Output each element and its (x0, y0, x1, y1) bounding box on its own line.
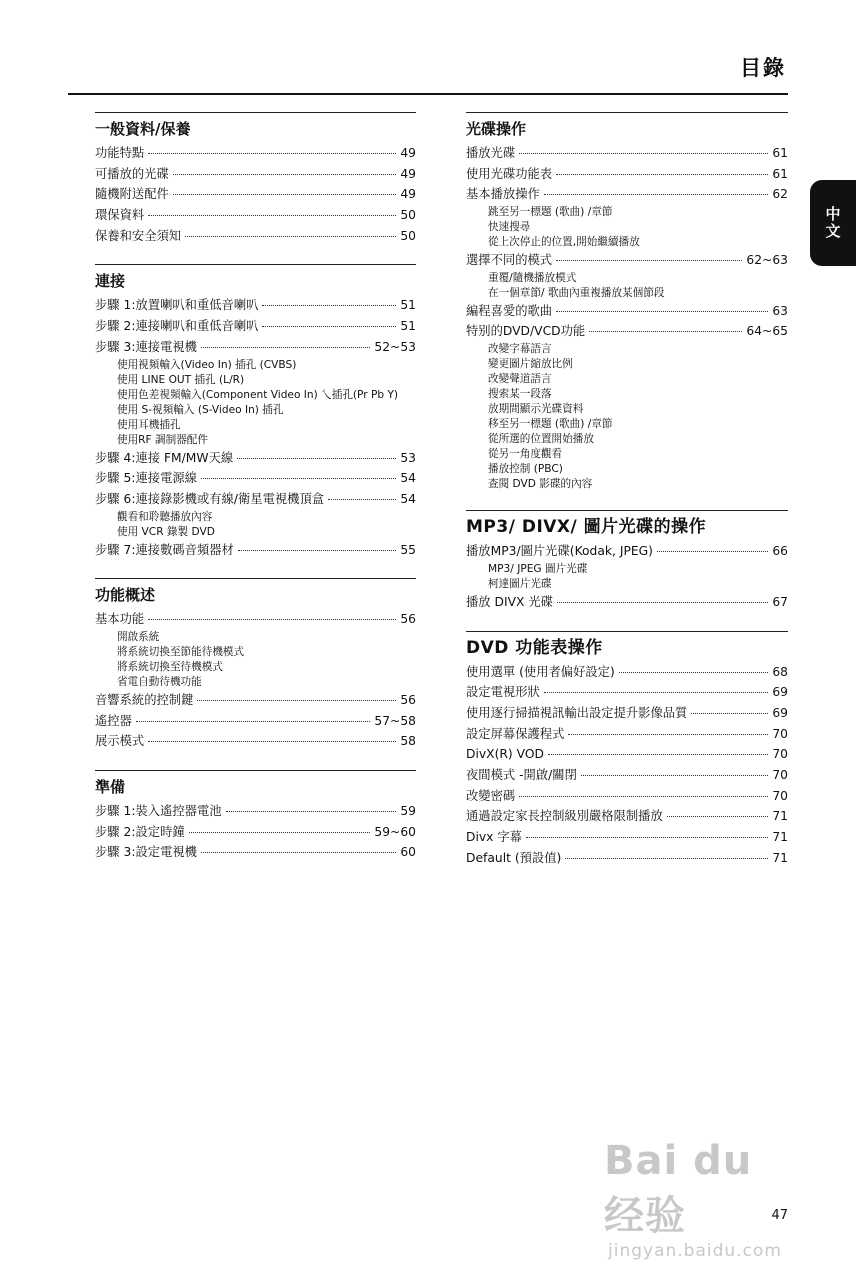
entry-page-number: 60 (400, 845, 416, 860)
dot-leader (173, 194, 397, 195)
dot-leader (548, 754, 768, 755)
entry-page-number: 54 (400, 471, 416, 486)
entry-page-number: 67 (772, 594, 788, 609)
toc-entry[interactable] (466, 827, 788, 848)
entry-label: 步驟 3:連接電視機 (95, 339, 197, 354)
toc-subentry: 搜索某一段落 (488, 388, 552, 401)
toc-entry[interactable] (95, 226, 416, 247)
dot-leader (556, 311, 768, 312)
toc-entry[interactable] (95, 468, 416, 489)
entry-page-number: 63 (772, 303, 788, 318)
dot-leader (544, 692, 769, 693)
dot-leader (148, 215, 396, 216)
entry-page-number: 62~63 (746, 253, 788, 268)
entry-label: 步驟 1:放置喇叭和重低音喇叭 (95, 298, 259, 313)
toc-entry[interactable] (466, 806, 788, 827)
section-title: 一般資料/保養 (95, 120, 191, 138)
entry-label: 環保資料 (95, 208, 145, 223)
entry-label: 步驟 1:裝入遙控器電池 (95, 804, 222, 818)
entry-label: 展示模式 (95, 734, 145, 749)
toc-subentry: 從另一角度觀看 (488, 448, 563, 461)
entry-page-number: 54 (400, 491, 416, 506)
entry-label: 步驟 2:連接喇叭和重低音喇叭 (95, 319, 259, 334)
toc-entry[interactable] (95, 731, 416, 752)
entry-label: 選擇不同的模式 (466, 253, 553, 268)
toc-section (95, 578, 416, 752)
entry-label: 使用光碟功能表 (466, 166, 553, 181)
toc-subentry: 重覆/隨機播放模式 (488, 271, 577, 284)
section-title: MP3/ DIVX/ 圖片光碟的操作 (466, 517, 707, 538)
section-title: 連接 (95, 272, 126, 291)
entry-label: 設定屏幕保護程式 (466, 726, 565, 741)
toc-entry[interactable] (95, 205, 416, 226)
toc-section (95, 770, 416, 863)
entry-page-number: 51 (400, 298, 416, 313)
entry-label: 使用逐行掃描視訊輸出設定提升影像品質 (466, 705, 688, 720)
toc-subentry: 使用耳機插孔 (117, 418, 181, 431)
entry-page-number: 70 (772, 788, 788, 803)
entry-label: 編程喜愛的歌曲 (466, 303, 553, 318)
toc-entry[interactable] (466, 250, 788, 271)
entry-page-number: 62 (772, 187, 788, 202)
dot-leader (189, 832, 371, 833)
title-rule (68, 93, 788, 95)
dot-leader (556, 174, 768, 175)
toc-right-column (466, 112, 788, 886)
watermark-logo-text: Bai du 经验 (604, 1138, 753, 1239)
entry-label: Default (預設值) (466, 850, 562, 865)
entry-label: 改變密碼 (466, 788, 516, 803)
section-title: 功能概述 (95, 586, 156, 605)
dot-leader (136, 721, 370, 722)
dot-leader (565, 858, 768, 859)
entry-label: Divx 字幕 (466, 830, 522, 844)
dot-leader (262, 326, 396, 327)
toc-entry[interactable] (95, 164, 416, 185)
entry-label: 可播放的光碟 (95, 166, 169, 181)
entry-label: 步驟 6:連接錄影機或有線/衛星電視機頂盒 (95, 491, 325, 506)
entry-label: 播放光碟 (466, 146, 516, 160)
entry-page-number: 59 (400, 804, 416, 818)
toc-entry[interactable] (466, 321, 788, 342)
toc-subentry: MP3/ JPEG 圖片光碟 (488, 562, 588, 575)
toc-entry[interactable] (95, 690, 416, 711)
toc-entry[interactable] (95, 842, 416, 863)
toc-entry[interactable] (466, 744, 788, 765)
toc-subentry: 柯達圖片光碟 (488, 577, 552, 590)
toc-subentry: 放期間顯示光碟資料 (488, 403, 584, 416)
toc-entry[interactable] (95, 448, 416, 469)
entry-page-number: 58 (400, 734, 416, 749)
dot-leader (581, 775, 768, 776)
toc-entry[interactable] (466, 848, 788, 869)
dot-leader (185, 236, 396, 237)
toc-subentry: 使用色差視頻輸入(Component Video In) 乀插孔(Pr Pb Y) (117, 388, 399, 401)
dot-leader (519, 153, 768, 154)
entry-label: 夜間模式 -開啟/關閉 (466, 767, 577, 782)
toc-entry[interactable] (95, 143, 416, 164)
entry-page-number: 69 (772, 685, 788, 700)
toc-subentry: 快速搜尋 (488, 221, 531, 234)
toc-subentry: 觀看和聆聽播放內容 (117, 510, 213, 523)
toc-subentry: 查閱 DVD 影碟的內容 (488, 478, 593, 491)
toc-section (95, 112, 416, 246)
entry-page-number: 70 (772, 767, 788, 782)
dot-leader (226, 811, 397, 812)
dot-leader (148, 741, 396, 742)
toc-entry[interactable] (466, 184, 788, 205)
entry-page-number: 61 (772, 146, 788, 160)
dot-leader (589, 331, 742, 332)
toc-subentry: 跳至另一標題 (歌曲) /章節 (488, 206, 613, 219)
entry-label: 功能特點 (95, 146, 145, 160)
entry-page-number: 56 (400, 692, 416, 707)
toc-entry[interactable] (95, 540, 416, 561)
toc-entry[interactable] (466, 724, 788, 745)
entry-page-number: 70 (772, 726, 788, 741)
toc-entry[interactable] (95, 184, 416, 205)
dot-leader (148, 619, 396, 620)
toc-subentry: 使用 LINE OUT 插孔 (L/R) (117, 373, 245, 386)
section-title: DVD 功能表操作 (466, 637, 603, 658)
entry-label: 播放 DIVX 光碟 (466, 594, 553, 609)
entry-label: 播放MP3/圖片光碟(Kodak, JPEG) (466, 544, 653, 559)
section-title: 準備 (95, 778, 126, 796)
entry-page-number: 66 (772, 544, 788, 559)
dot-leader (556, 260, 742, 261)
dot-leader (201, 852, 396, 853)
toc-entry[interactable] (466, 143, 788, 164)
entry-page-number: 56 (400, 612, 416, 627)
entry-label: 保養和安全須知 (95, 228, 182, 243)
entry-page-number: 49 (400, 187, 416, 202)
entry-page-number: 55 (400, 542, 416, 557)
toc-subentry: 開啟系統 (117, 630, 160, 643)
dot-leader (657, 551, 768, 552)
toc-entry[interactable] (95, 609, 416, 630)
dot-leader (557, 602, 768, 603)
entry-label: 通過設定家長控制級別嚴格限制播放 (466, 809, 663, 824)
toc-subentry: 改變字幕語言 (488, 343, 552, 356)
entry-page-number: 50 (400, 228, 416, 243)
section-title: 光碟操作 (466, 120, 527, 138)
toc-subentry: 改變聲道語言 (488, 373, 552, 386)
entry-label: 特别的DVD/VCD功能 (466, 324, 586, 339)
toc-subentry: 從所選的位置開始播放 (488, 433, 594, 446)
toc-subentry: 使用RF 調制器配件 (117, 433, 208, 446)
dot-leader (568, 734, 768, 735)
dot-leader (667, 816, 769, 817)
entry-page-number: 49 (400, 166, 416, 181)
toc-left-column (95, 112, 416, 881)
toc-subentry: 使用視頻輸入(Video In) 插孔 (CVBS) (117, 358, 297, 371)
toc-subentry: 從上次停止的位置,開始繼續播放 (488, 236, 640, 249)
toc-section (466, 510, 788, 612)
entry-label: 基本功能 (95, 612, 145, 627)
entry-page-number: 69 (772, 705, 788, 720)
toc-entry[interactable] (466, 703, 788, 724)
toc-section (95, 264, 416, 560)
toc-subentry: 使用 S-視頻輸入 (S-Video In) 插孔 (117, 403, 284, 416)
toc-entry[interactable] (466, 662, 788, 683)
dot-leader (148, 153, 396, 154)
dot-leader (691, 713, 768, 714)
toc-entry[interactable] (466, 592, 788, 613)
entry-page-number: 51 (400, 319, 416, 334)
language-tab: 中文 (810, 180, 856, 266)
dot-leader (544, 194, 769, 195)
page-number: 47 (771, 1208, 788, 1223)
toc-entry[interactable] (95, 295, 416, 316)
entry-page-number: 70 (772, 747, 788, 762)
toc-entry[interactable] (466, 541, 788, 562)
entry-page-number: 49 (400, 146, 416, 160)
dot-leader (262, 305, 396, 306)
entry-page-number: 59~60 (374, 824, 416, 839)
toc-subentry: 省電自動待機功能 (117, 675, 202, 688)
toc-entry[interactable] (95, 489, 416, 510)
toc-entry[interactable] (95, 711, 416, 732)
dot-leader (237, 458, 396, 459)
toc-entry[interactable] (466, 682, 788, 703)
toc-entry[interactable] (466, 164, 788, 185)
dot-leader (173, 174, 397, 175)
toc-section (466, 112, 788, 492)
dot-leader (238, 550, 396, 551)
dot-leader (526, 837, 768, 838)
toc-entry[interactable] (95, 822, 416, 843)
toc-subentry: 變更圖片縮放比例 (488, 358, 573, 371)
toc-entry[interactable] (95, 801, 416, 822)
entry-label: 步驟 4:連接 FM/MW天線 (95, 450, 234, 465)
entry-label: 音響系統的控制鍵 (95, 692, 194, 707)
entry-page-number: 64~65 (746, 324, 788, 339)
entry-label: 使用選單 (使用者偏好設定) (466, 664, 615, 679)
dot-leader (201, 478, 396, 479)
entry-label: 步驟 2:設定時鐘 (95, 824, 185, 839)
dot-leader (328, 499, 396, 500)
toc-subentry: 將系統切換至待機模式 (117, 660, 223, 673)
toc-entry[interactable] (466, 786, 788, 807)
entry-page-number: 53 (400, 450, 416, 465)
toc-entry[interactable] (466, 301, 788, 322)
toc-entry[interactable] (95, 337, 416, 358)
dot-leader (197, 700, 396, 701)
entry-label: 步驟 5:連接電源線 (95, 471, 197, 486)
entry-page-number: 61 (772, 166, 788, 181)
toc-subentry: 播放控制 (PBC) (488, 463, 563, 476)
toc-subentry: 使用 VCR 錄製 DVD (117, 525, 215, 538)
entry-label: 步驟 3:設定電視機 (95, 845, 197, 860)
dot-leader (201, 347, 370, 348)
entry-page-number: 71 (772, 830, 788, 844)
watermark-url: jingyan.baidu.com (608, 1241, 782, 1261)
toc-entry[interactable] (466, 765, 788, 786)
toc-subentry: 將系統切換至節能待機模式 (117, 645, 245, 658)
entry-label: 基本播放操作 (466, 187, 540, 202)
toc-subentry: 移至另一標題 (歌曲) /章節 (488, 418, 613, 431)
page-title: 目錄 (740, 56, 786, 80)
entry-page-number: 68 (772, 664, 788, 679)
entry-page-number: 71 (772, 809, 788, 824)
entry-label: 遙控器 (95, 713, 132, 728)
toc-entry[interactable] (95, 316, 416, 337)
dot-leader (519, 796, 768, 797)
entry-page-number: 71 (772, 850, 788, 865)
entry-label: 步驟 7:連接數碼音頻器材 (95, 542, 234, 557)
entry-label: 設定電視形狀 (466, 685, 540, 700)
entry-page-number: 50 (400, 208, 416, 223)
dot-leader (619, 672, 769, 673)
entry-label: 隨機附送配件 (95, 187, 169, 202)
toc-section (466, 631, 788, 869)
entry-label: DivX(R) VOD (466, 747, 544, 762)
entry-page-number: 52~53 (374, 339, 416, 354)
toc-subentry: 在一個章節/ 歌曲內重複播放某個節段 (488, 286, 665, 299)
entry-page-number: 57~58 (374, 713, 416, 728)
